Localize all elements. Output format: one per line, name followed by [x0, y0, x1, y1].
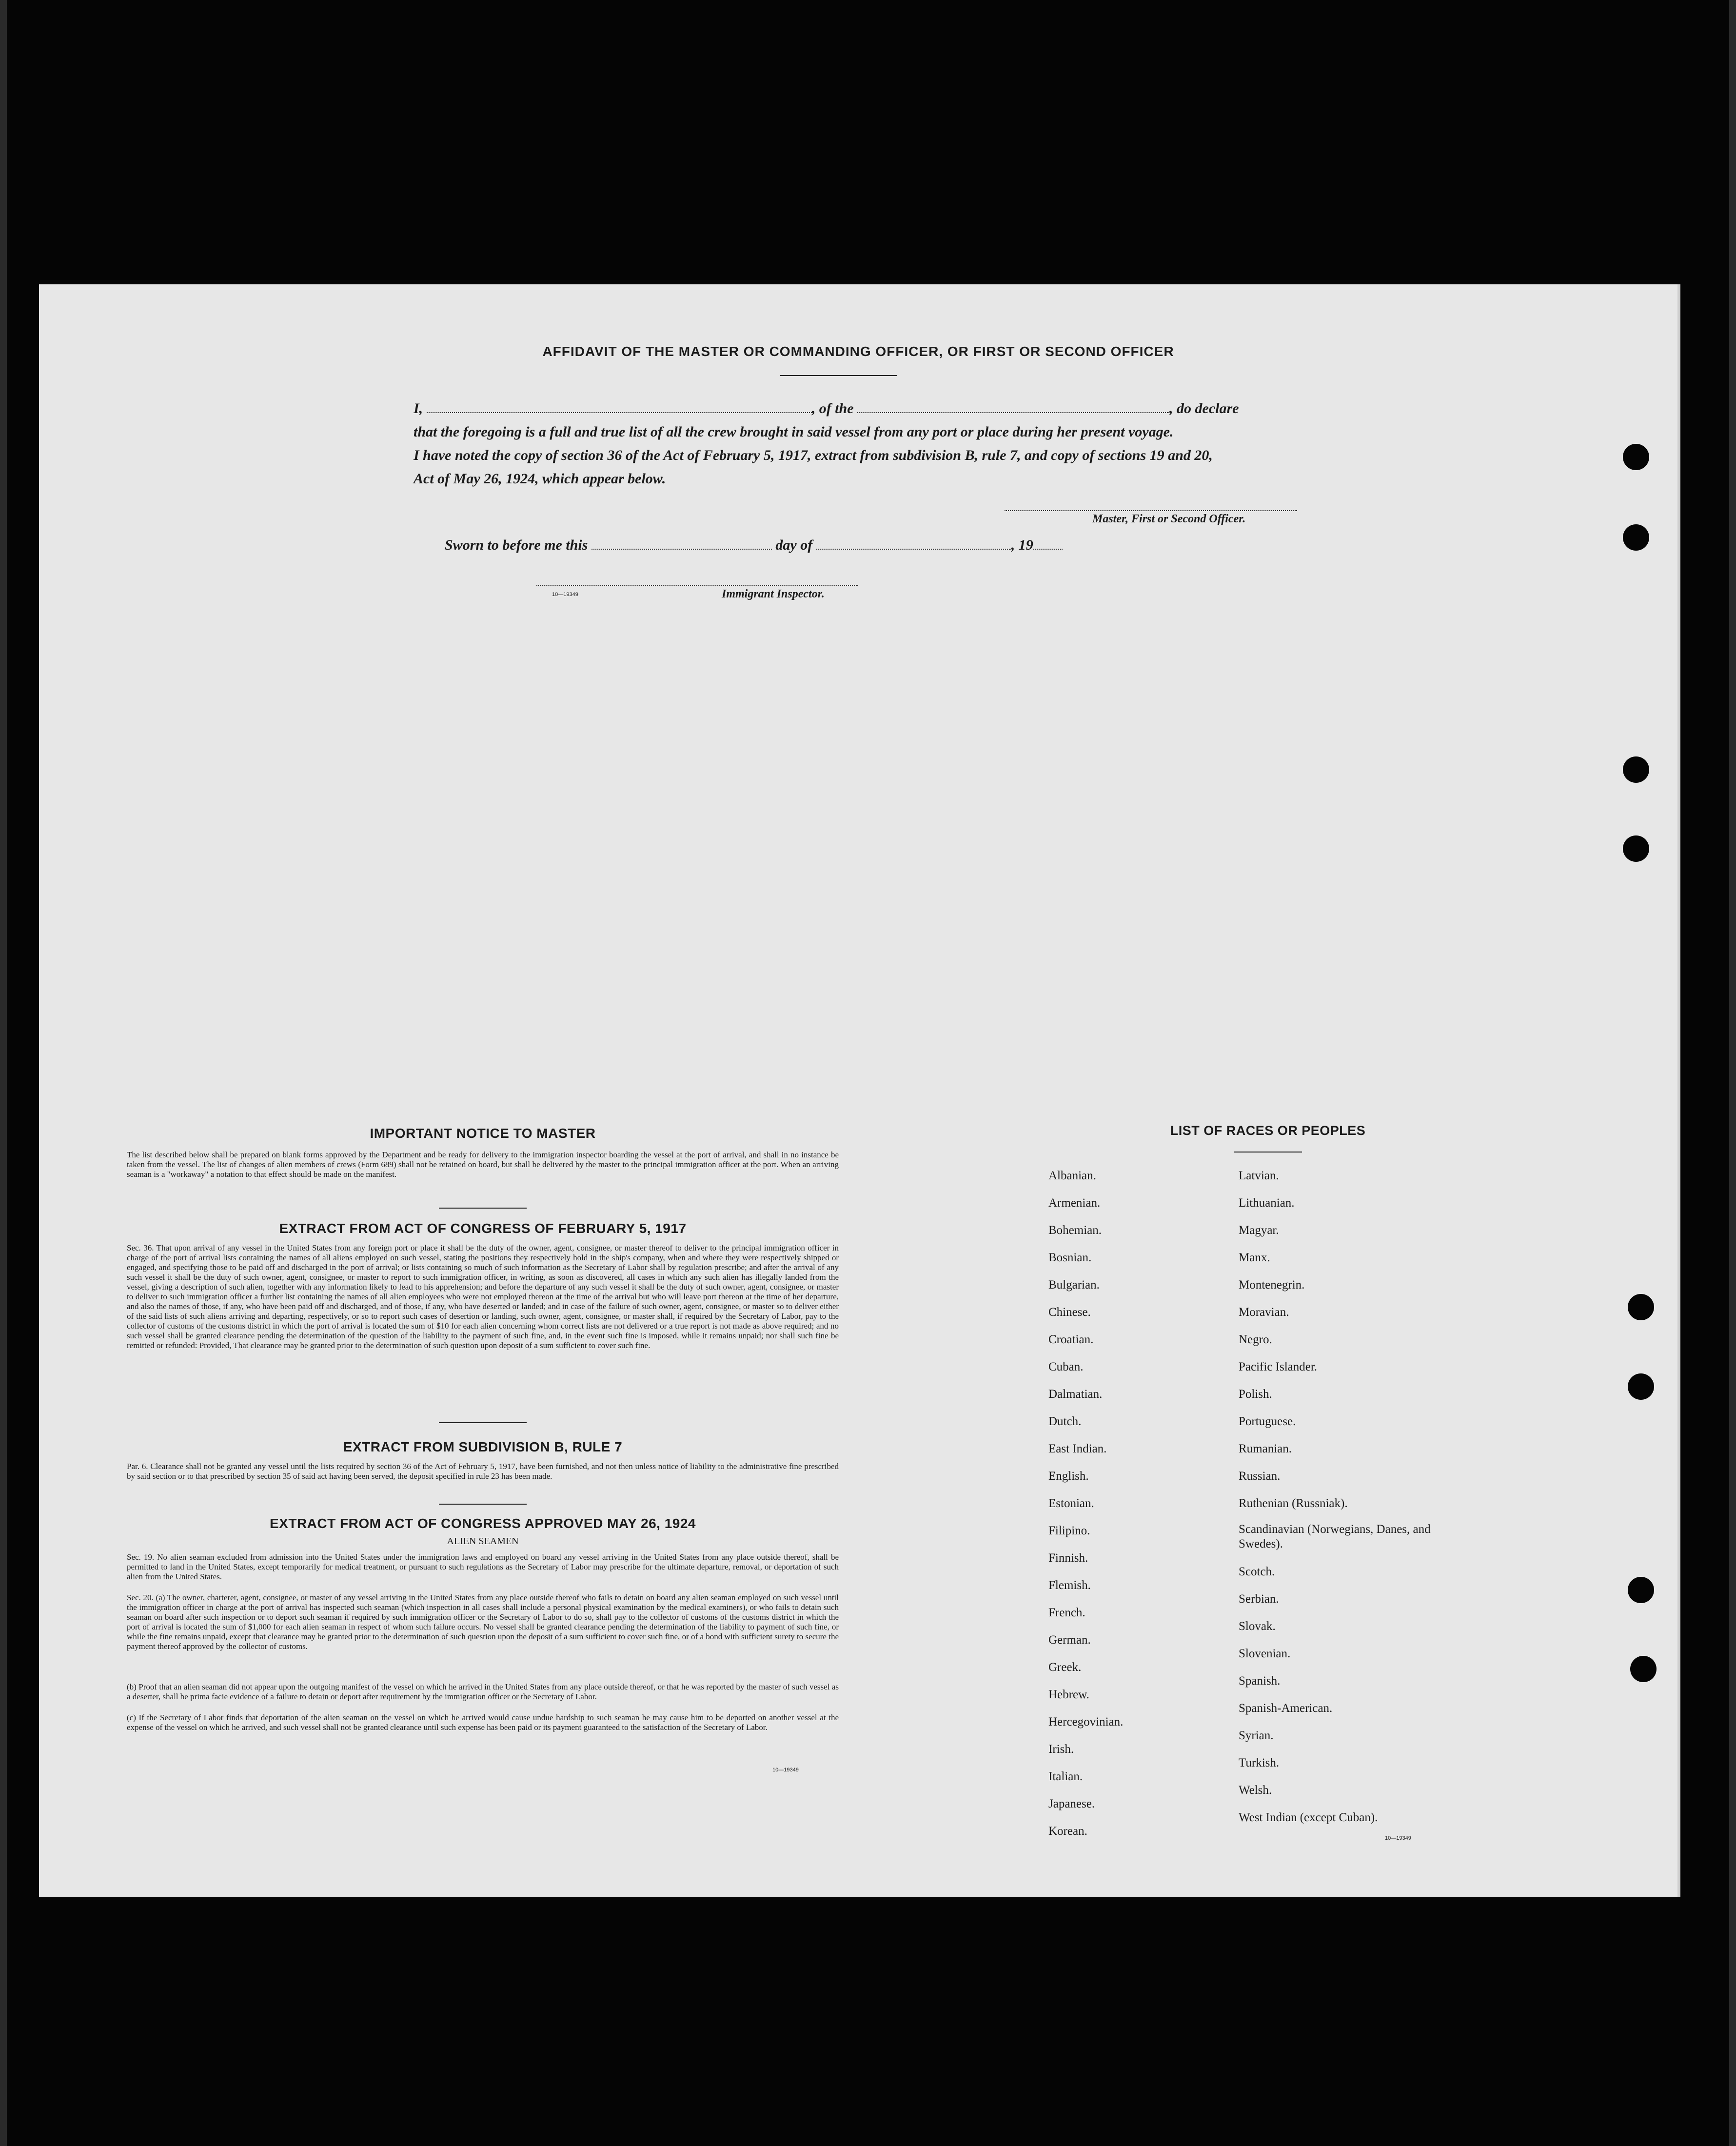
declaration-line-2: that the foregoing is a full and true list of all the crew brought in said vessel from any port or place during her present voyage. — [414, 424, 1174, 440]
notice-text: The list described below shall be prepared on blank forms approved by the Department and be ready for delivery to the immigration inspector boarding the vessel at the port of arrival, and shall in no instance be taken from the vessel. The list of changes of alien members of crews (Form 689) shall not be retained on board, but shall be delivered by the master to the principal immigration officer at the port. When an arriving seaman is a "workaway" a notation to that effect should be made on the manifest. — [127, 1150, 839, 1179]
race-item: Turkish. — [1239, 1756, 1280, 1769]
punch-hole — [1623, 524, 1649, 551]
film-edge-right — [1729, 0, 1736, 2146]
race-item: East Indian. — [1048, 1442, 1107, 1455]
race-item: Syrian. — [1239, 1729, 1274, 1742]
declaration-of-the: , of the — [811, 400, 854, 417]
rule7-text: Par. 6. Clearance shall not be granted any vessel until the lists required by section 36 of the Act of February 5, 1917, have been furnished, and not then unless notice of liability to the administrative fine prescribed by said section or to that prescribed by section 35 of said act having been served, the deposit specified in rule 23 has been made. — [127, 1462, 839, 1481]
month-blank[interactable] — [816, 549, 1011, 550]
race-item: English. — [1048, 1470, 1089, 1483]
races-title: LIST OF RACES OR PEOPLES — [1170, 1123, 1366, 1138]
section-divider — [439, 1422, 527, 1423]
race-item: Moravian. — [1239, 1306, 1289, 1319]
race-item: Korean. — [1048, 1825, 1087, 1838]
extract-1924-title: EXTRACT FROM ACT OF CONGRESS APPROVED MAY 26, 1924 — [270, 1516, 696, 1531]
declaration-line-3: I have noted the copy of section 36 of the Act of February 5, 1917, extract from subdivision B, rule 7, and copy of sections 19 and 20, — [414, 447, 1213, 463]
race-item: Dalmatian. — [1048, 1388, 1103, 1401]
race-item: Bosnian. — [1048, 1251, 1092, 1264]
race-item: Cuban. — [1048, 1360, 1084, 1373]
race-item: Filipino. — [1048, 1524, 1090, 1537]
race-item: Estonian. — [1048, 1497, 1094, 1510]
signature-line[interactable] — [1005, 510, 1297, 511]
race-item: Latvian. — [1239, 1169, 1279, 1182]
race-item: Pacific Islander. — [1239, 1360, 1318, 1373]
race-item: Scandinavian (Norwegians, Danes, and Swedes). — [1239, 1523, 1431, 1550]
extract-1917-title: EXTRACT FROM ACT OF CONGRESS OF FEBRUARY 5, 1917 — [279, 1221, 687, 1236]
declaration-i: I, — [414, 400, 423, 417]
punch-hole — [1623, 835, 1649, 862]
sworn-text: Sworn to before me this — [445, 537, 588, 553]
race-item: Slovak. — [1239, 1620, 1276, 1633]
sworn-line — [445, 537, 1063, 554]
sworn-year: , 19 — [1011, 537, 1033, 553]
punch-hole — [1623, 756, 1649, 783]
race-item: French. — [1048, 1606, 1085, 1619]
race-item: Flemish. — [1048, 1579, 1091, 1592]
race-item: Bulgarian. — [1048, 1278, 1100, 1292]
extract-form-number: 10—19349 — [772, 1767, 799, 1773]
race-item: Scotch. — [1239, 1565, 1275, 1578]
vessel-blank[interactable] — [857, 412, 1169, 413]
race-item: Manx. — [1239, 1251, 1270, 1264]
day-blank[interactable] — [592, 549, 772, 550]
race-item: Chinese. — [1048, 1306, 1091, 1319]
race-item: Magyar. — [1239, 1224, 1279, 1237]
race-item: Montenegrin. — [1239, 1278, 1305, 1292]
sec20a-text: Sec. 20. (a) The owner, charterer, agent, consignee, or master of any vessel arriving in the United States from any place outside thereof who fails to detain on board any alien seaman employed on such vessel until the immigration officer in charge at the port of arrival has inspected such seaman (which inspection in all cases shall include a personal physical examination by the medical examiners), or who fails to detain such seaman on board after such inspection or to deport such seaman if required by such immigration officer or the Secretary of Labor to do so, shall pay to the collector of customs of the customs district in which the port of arrival is located the sum of $1,000 for each alien seaman in respect of whom such failure occurs. No vessel shall be granted clearance pending the determination of the liability to payment of such fine, or while the fine remains unpaid, except that clearance may be granted prior to the determination of such question upon the deposit of a sum sufficient to cover such fine, or of a bond with sufficient surety to secure the payment thereof approved by the collector of customs. — [127, 1593, 839, 1651]
title-divider — [780, 375, 897, 376]
punch-hole — [1630, 1656, 1657, 1682]
race-item: Finnish. — [1048, 1551, 1088, 1565]
race-item: Hercegovinian. — [1048, 1715, 1124, 1729]
race-item: German. — [1048, 1633, 1091, 1647]
race-item: Japanese. — [1048, 1797, 1095, 1810]
section-divider — [439, 1504, 527, 1505]
races-right-column — [1239, 1162, 1448, 1831]
declaration-line-1 — [414, 400, 1330, 417]
sec19-text: Sec. 19. No alien seaman excluded from admission into the United States under the immigration laws and employed on board any vessel arriving in the United States from any place outside thereof, shall be permitted to land in the United States, except temporarily for medical treatment, or pursuant to such regulations as the Secretary of Labor may prescribe for the ultimate departure, removal, or deportation of such alien from the United States. — [127, 1552, 839, 1581]
rule7-title: EXTRACT FROM SUBDIVISION B, RULE 7 — [343, 1439, 623, 1454]
punch-hole — [1628, 1294, 1654, 1320]
race-item: Spanish. — [1239, 1674, 1281, 1688]
name-blank[interactable] — [427, 412, 812, 413]
punch-hole — [1623, 444, 1649, 470]
races-form-number: 10—19349 — [1385, 1835, 1411, 1841]
race-item: Italian. — [1048, 1770, 1083, 1783]
sec20c-text: (c) If the Secretary of Labor finds that deportation of the alien seaman on the vessel on which he arrived would cause undue hardship to such seaman he may cause him to be deported on another vessel at the expense of the vessel on which he arrived, and such vessel shall not be granted clearance until such expense has been paid or its payment guaranteed to the satisfaction of the Secretary of Labor. — [127, 1713, 839, 1732]
race-item: Irish. — [1048, 1743, 1074, 1756]
race-item: West Indian (except Cuban). — [1239, 1811, 1378, 1824]
declaration-line-4: Act of May 26, 1924, which appear below. — [414, 471, 666, 487]
race-item: Polish. — [1239, 1388, 1272, 1401]
race-item: Slovenian. — [1239, 1647, 1291, 1660]
document-page — [39, 284, 1680, 1897]
section-divider — [439, 1208, 527, 1209]
punch-hole — [1628, 1577, 1654, 1603]
notice-title: IMPORTANT NOTICE TO MASTER — [370, 1126, 596, 1141]
race-item: Dutch. — [1048, 1415, 1082, 1428]
form-number: 10—19349 — [552, 592, 578, 597]
race-item: Bohemian. — [1048, 1224, 1102, 1237]
race-item: Portuguese. — [1239, 1415, 1296, 1428]
race-item: Spanish-American. — [1239, 1702, 1333, 1715]
race-item: Russian. — [1239, 1470, 1281, 1483]
signature-label: Master, First or Second Officer. — [1092, 513, 1246, 525]
race-item: Lithuanian. — [1239, 1196, 1295, 1210]
affidavit-title: AFFIDAVIT OF THE MASTER OR COMMANDING OFFICER, OR FIRST OR SECOND OFFICER — [542, 344, 1174, 359]
race-item: Serbian. — [1239, 1592, 1279, 1606]
race-item: Armenian. — [1048, 1196, 1101, 1210]
race-item: Hebrew. — [1048, 1688, 1089, 1701]
race-item: Ruthenian (Russniak). — [1239, 1497, 1348, 1510]
sworn-day-of: day of — [775, 537, 813, 553]
race-item: Greek. — [1048, 1661, 1082, 1674]
race-item: Croatian. — [1048, 1333, 1094, 1346]
alien-seamen-subtitle: ALIEN SEAMEN — [447, 1536, 519, 1547]
declaration-do-declare: , do declare — [1169, 400, 1239, 417]
punch-hole — [1628, 1373, 1654, 1400]
extract-1917-text: Sec. 36. That upon arrival of any vessel in the United States from any foreign port or place it shall be the duty of the owner, agent, consignee, or master thereof to deliver to the principal immigration officer in charge of the port of arrival lists containing the names of all aliens employed on such vessel, stating the positions they respectively hold in the ship's company, when and where they were respectively shipped or engaged, and specifying those to be paid off and discharged in the port of arrival; or lists containing so much of such information as the Secretary of Labor shall by regulation prescribe; and after the arrival of any such vessel it shall be the duty of such owner, agent, consignee, or master to report to such immigration officer, in writing, as soon as discovered, all cases in which any such alien has illegally landed from the vessel, giving a description of such alien, together with any information likely to lead to his apprehension; and before the departure of any such vessel it shall be the duty of such owner, agent, consignee, or master to deliver to such immigration officer a further list containing the names of all alien employees who were not employed thereon at the time of the arrival but who will leave port thereon at the time of her departure, and also the names of those, if any, who have been paid off and discharged, and of those, if any, who have deserted or landed; and in case of the failure of such owner, agent, consignee, or master so to deliver either of the said lists of such aliens arriving and departing, respectively, or so to report such cases of desertion or landing, such owner, agent, consignee, or master shall, if required by the Secretary of Labor, pay to the collector of customs of the customs district in which the port of arrival is located the sum of $10 for each alien concerning whom correct lists are not delivered or a true report is not made as above required; and no such vessel shall be granted clearance pending the determination of the question of the liability to the payment of such fine, and, in the event such fine is imposed, while it remains unpaid; nor shall such fine be remitted or refunded: Provided, That clearance may be granted prior to the determination of such question upon deposit of a sum sufficient to cover such fine. — [127, 1243, 839, 1350]
sec20b-text: (b) Proof that an alien seaman did not appear upon the outgoing manifest of the vessel on which he arrived in the United States from any place outside thereof, or that he was reported by the master of such vessel as a deserter, shall be prima facie evidence of a failure to detain or deport after requirement by the immigration officer or the Secretary of Labor. — [127, 1682, 839, 1701]
race-item: Rumanian. — [1239, 1442, 1292, 1455]
race-item: Albanian. — [1048, 1169, 1096, 1182]
races-left-column — [1048, 1162, 1123, 1845]
year-blank[interactable] — [1033, 549, 1063, 550]
inspector-line[interactable] — [536, 585, 858, 586]
film-edge-left — [0, 0, 7, 2146]
race-item: Welsh. — [1239, 1784, 1272, 1797]
race-item: Negro. — [1239, 1333, 1272, 1346]
inspector-label: Immigrant Inspector. — [722, 588, 825, 600]
